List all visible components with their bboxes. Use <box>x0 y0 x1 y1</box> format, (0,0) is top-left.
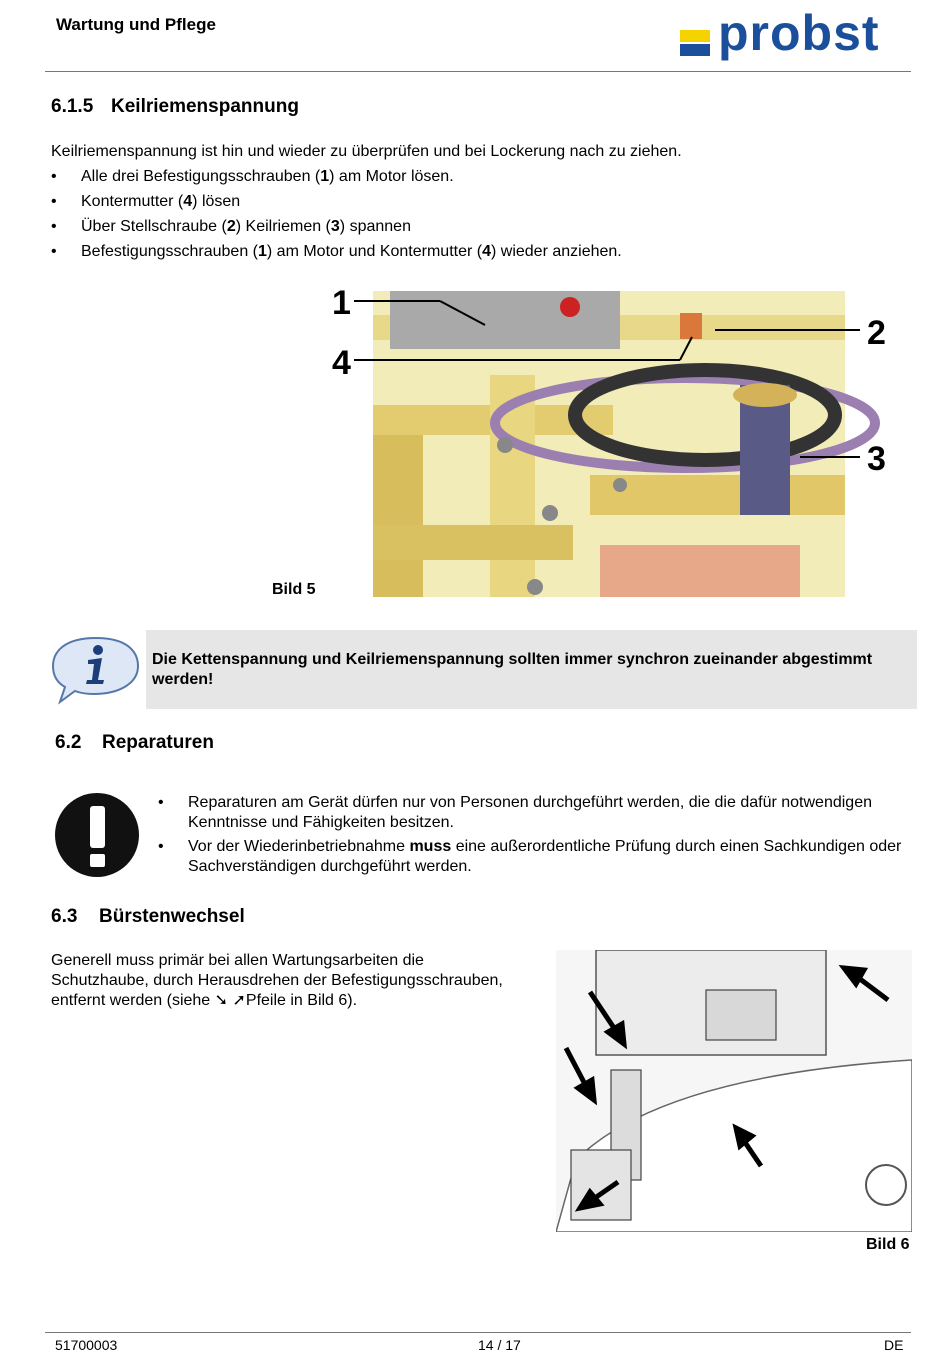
belt-tension-figure <box>330 285 895 600</box>
footer-page-number: 14 / 17 <box>478 1337 521 1353</box>
list-item: • Vor der Wiederinbetriebnahme muss eine außerordentliche Prüfung durch einen Sachkundigen oder Sachverständigen durchgeführt werden. <box>158 838 902 875</box>
section-heading-6-1-5 <box>51 96 299 118</box>
info-note-text: Die Kettenspannung und Keilriemenspannung sollten immer synchron zueinander abgestimmt werden! <box>152 651 873 688</box>
section-number: 6.3 <box>51 906 78 927</box>
section-title: Bürstenwechsel <box>99 906 245 927</box>
brush-change-paragraph: Generell muss primär bei allen Wartungsarbeiten die Schutzhaube, durch Herausdrehen der Befestigungsschrauben, entfernt werden (siehe ➘ ➚Pfeile in Bild 6). <box>51 952 503 1009</box>
motor <box>390 291 620 349</box>
warning-exclamation-icon <box>54 792 140 878</box>
figure-caption: Bild 6 <box>866 1236 910 1253</box>
adjusting-screw <box>680 313 702 339</box>
header-title: Wartung und Pflege <box>56 15 216 34</box>
section-number: 6.1.5 <box>51 96 94 117</box>
probst-logo <box>680 5 905 68</box>
section-heading-6-2 <box>55 732 214 754</box>
section-heading-6-3 <box>51 906 245 928</box>
intro-paragraph: Keilriemenspannung ist hin und wieder zu überprüfen und bei Lockerung nach zu ziehen. <box>51 143 682 160</box>
footer-divider <box>45 1332 911 1333</box>
section-number: 6.2 <box>55 732 82 753</box>
section-title: Reparaturen <box>102 732 214 753</box>
callout-label: 3 <box>867 440 886 478</box>
list-item: • Reparaturen am Gerät dürfen nur von Personen durchgeführt werden, die die dafür notwendigen Kenntnisse und Fähigkeiten besitzen. <box>158 794 872 831</box>
callout-label: 1 <box>332 285 351 322</box>
logo-yellow-bar <box>680 30 710 42</box>
section-title: Keilriemenspannung <box>111 96 299 117</box>
footer-language: DE <box>884 1337 904 1353</box>
info-icon <box>50 634 142 706</box>
figure-caption: Bild 5 <box>272 581 316 598</box>
logo-wordmark: probst <box>718 5 880 61</box>
callout-label: 2 <box>867 314 886 352</box>
logo-blue-bar <box>680 44 710 56</box>
brush-cover-figure <box>556 950 912 1232</box>
footer-doc-number: 51700003 <box>55 1337 118 1353</box>
header-divider <box>45 71 911 72</box>
callout-label: 4 <box>332 344 351 382</box>
